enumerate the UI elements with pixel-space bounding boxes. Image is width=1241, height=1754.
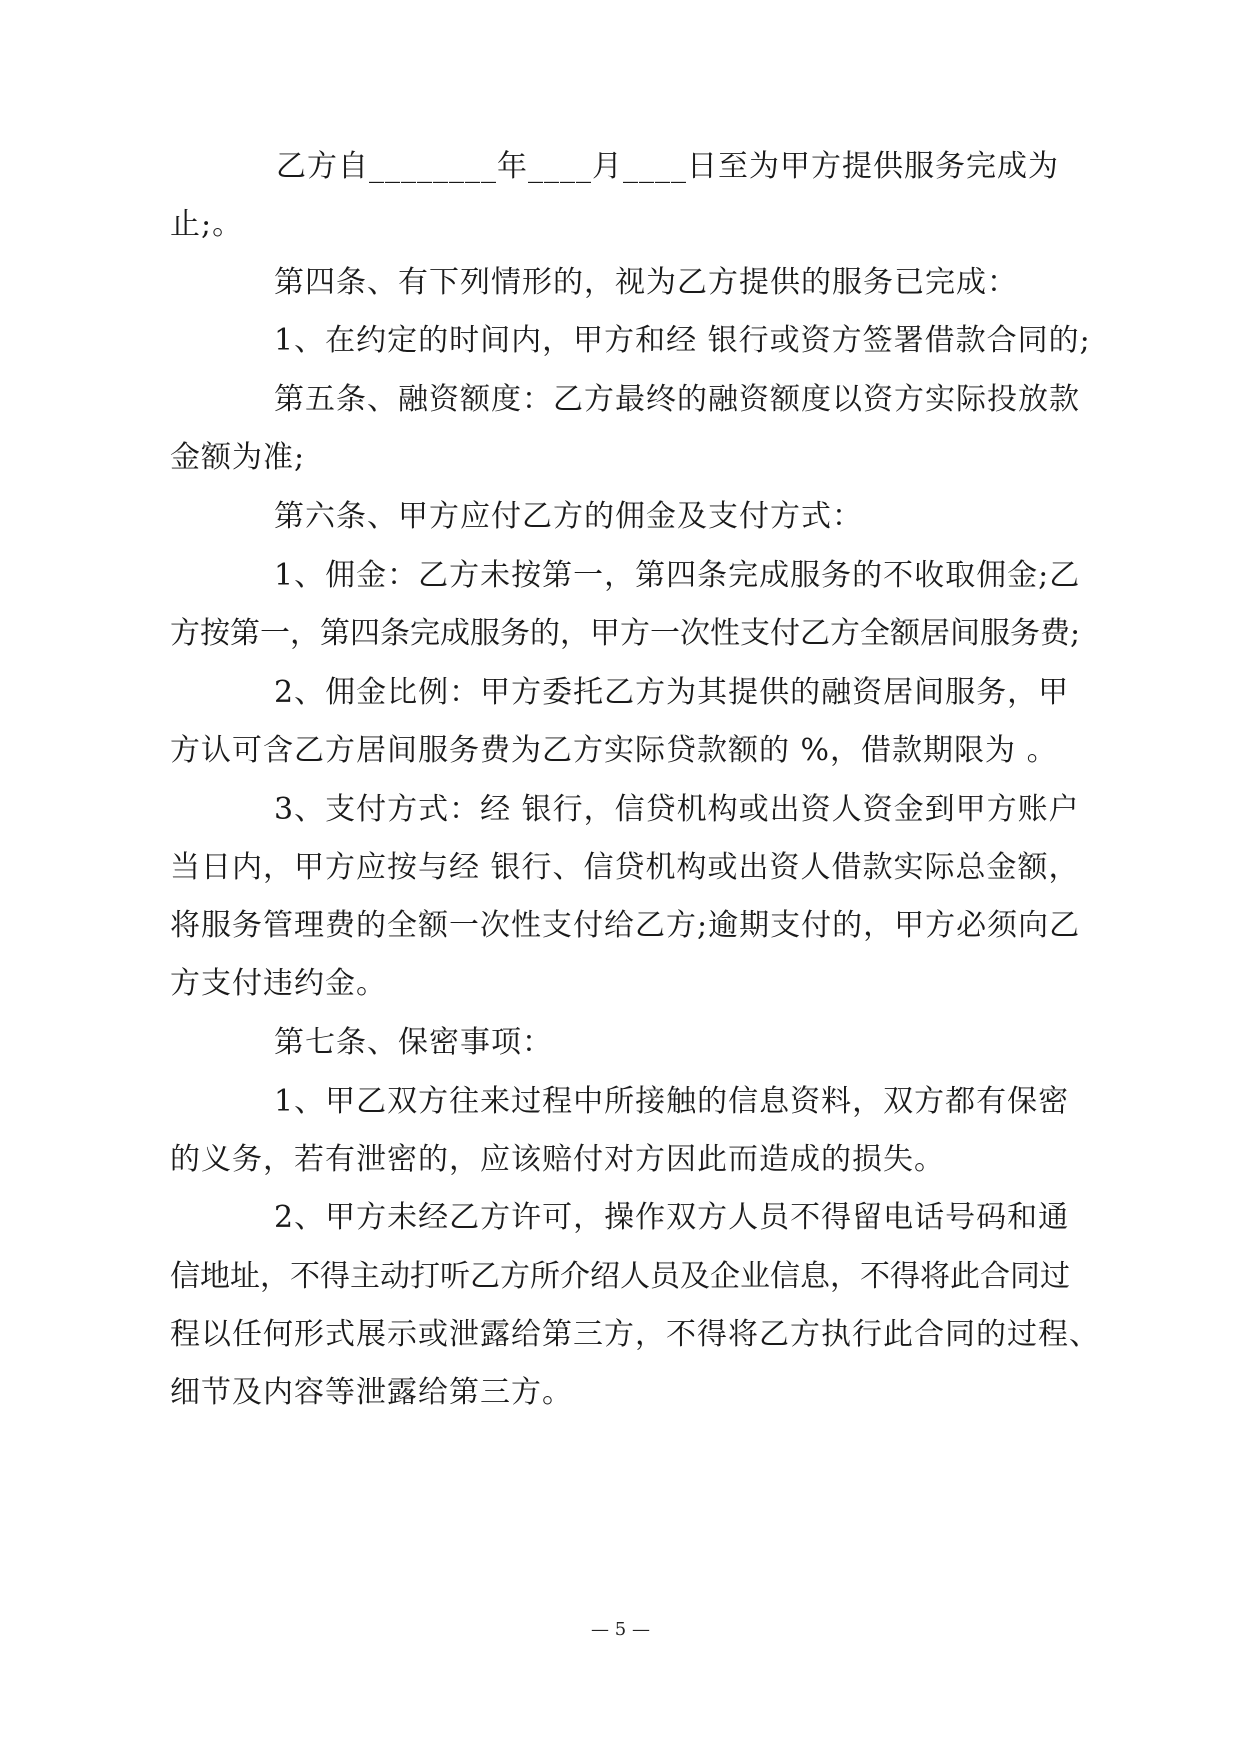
text-line: 程以任何形式展示或泄露给第三方，不得将乙方执行此合同的过程、 bbox=[170, 1317, 1100, 1352]
text-line: 2、佣金比例：甲方委托乙方为其提供的融资居间服务，甲 bbox=[274, 675, 1070, 710]
page-number: — 5 — bbox=[591, 1619, 650, 1640]
text-line: 当日内，甲方应按与经 银行、信贷机构或出资人借款实际总金额， bbox=[170, 850, 1080, 885]
text-line: 1、在约定的时间内，甲方和经 银行或资方签署借款合同的; bbox=[274, 323, 1091, 358]
text-line: 1、佣金：乙方未按第一，第四条完成服务的不收取佣金;乙 bbox=[274, 558, 1081, 593]
text-line: 将服务管理费的全额一次性支付给乙方;逾期支付的，甲方必须向乙 bbox=[170, 908, 1081, 943]
text-line: 方认可含乙方居间服务费为乙方实际贷款额的 %，借款期限为 。 bbox=[170, 733, 1058, 768]
text-line: 1、甲乙双方往来过程中所接触的信息资料，双方都有保密 bbox=[274, 1084, 1070, 1119]
text-line: 第四条、有下列情形的，视为乙方提供的服务已完成： bbox=[274, 265, 1018, 300]
text-line: 3、支付方式：经 银行，信贷机构或出资人资金到甲方账户 bbox=[274, 792, 1080, 827]
text-line: 细节及内容等泄露给第三方。 bbox=[170, 1375, 573, 1410]
text-line: 第五条、融资额度：乙方最终的融资额度以资方实际投放款 bbox=[274, 382, 1080, 417]
text-line: 方支付违约金。 bbox=[170, 966, 387, 1001]
text-line: 金额为准; bbox=[170, 440, 306, 475]
text-line: 乙方自________年____月____日至为甲方提供服务完成为 bbox=[276, 149, 1059, 184]
text-line: 止;。 bbox=[170, 207, 244, 242]
text-line: 2、甲方未经乙方许可，操作双方人员不得留电话号码和通 bbox=[274, 1200, 1070, 1235]
text-line: 的义务，若有泄密的，应该赔付对方因此而造成的损失。 bbox=[170, 1142, 945, 1177]
text-line: 方按第一，第四条完成服务的，甲方一次性支付乙方全额居间服务费; bbox=[170, 616, 1081, 651]
text-line: 信地址，不得主动打听乙方所介绍人员及企业信息，不得将此合同过 bbox=[170, 1259, 1070, 1294]
text-line: 第六条、甲方应付乙方的佣金及支付方式： bbox=[274, 499, 863, 534]
text-line: 第七条、保密事项： bbox=[274, 1025, 553, 1060]
